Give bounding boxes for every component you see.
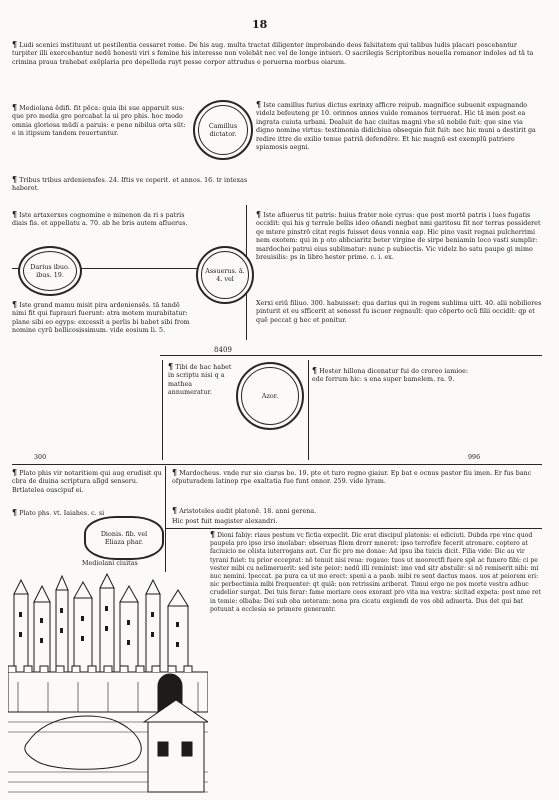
column-header-right: 996 — [468, 454, 481, 461]
mediolana-paragraph — [12, 103, 190, 139]
pilcrow-icon: ¶ — [168, 361, 174, 371]
dionisius-medallion-label: Dionis. fib. vel Eliaza phar. — [100, 530, 148, 546]
plato-text: Plato phis vir notaritiem qui aug erudisit qu cbra de diuina scriptura alīgd senseru. Brtlatelea ouscipuf ei. — [12, 470, 162, 494]
darius-medallion-label: Darius ibuo. ibus. 19. — [30, 263, 70, 279]
grand-mamillius-text: Iste grand mamu misit pira ardeniensēs. tā tandē nimi fit qui fuprauri fuerunt: atra motem murabitatur: plane sibi eo egyps: excessit a perlis bi habet sibi from nomine cyrū bellicosissimum. vide eosium li. 5. — [12, 302, 190, 335]
pilcrow-icon: ¶ — [12, 174, 18, 184]
column-header-rule — [12, 464, 542, 465]
pilcrow-icon: ¶ — [256, 99, 262, 109]
pilcrow-icon: ¶ — [12, 102, 18, 112]
dionis-paragraph — [210, 530, 542, 614]
hiciffre-paragraph — [172, 518, 542, 526]
mediolani-woodcut — [8, 572, 208, 798]
mardocheus-paragraph — [172, 468, 542, 487]
intro-paragraph — [12, 40, 540, 67]
genealogy-top-rule — [160, 355, 542, 356]
camillus-medallion — [193, 100, 253, 160]
pilcrow-icon: ¶ — [12, 209, 18, 219]
pilcrow-icon: ¶ — [12, 467, 18, 477]
pilcrow-icon: ¶ — [12, 299, 18, 309]
hester-paragraph — [312, 366, 480, 385]
pilcrow-icon: ¶ — [210, 529, 216, 539]
tibi-text: Tibi de hac habet in scriptu nisi q a mathea annumeratur. — [168, 364, 232, 397]
artaxerxes-text: Iste artaxerxes cognomine e minenon da ri s patris diais fis. et appellatu a. 70. ab he bris autem afluerus. — [12, 212, 188, 228]
column-header-left: 300 — [34, 454, 47, 461]
artaxerxes-paragraph — [12, 210, 190, 229]
pilcrow-icon: ¶ — [12, 39, 18, 49]
azor-medallion — [236, 362, 304, 430]
assuerus-medallion-label: Assuerus. ā. 4. vel — [205, 267, 245, 283]
tribus-text: Tribus tribus ardeniensfes. 24. Iftis ve ceperit. et annos. 16. tr intexas haberet. — [12, 177, 248, 193]
darius-medallion — [18, 246, 82, 296]
dionis-text: Dioni fabiy: riaus pestum vc fictia expeclit. Dic erat discipul platonis: ei ediciuti. Dubda rpe vinc quod paupela pro ipso irso imolabar: obseruas filem drorr mneret: ipso terrofire fecerit atronare. coptero at faciuicio ne cēista iuterrogans aut. Cur fic pro me donae: Ad ipsu iba tuicis dicit. Filia vide: Dic au vir tyrani fuiet: tu prior ecceprat: nō tenuit nisi reua: rogauo: tuos ut moorectfi fuere spē ac funero fibi: ci pe vester mibi cu nelimeruerit: sed iste peior: nedū illi reminist: imo vnd sitr abstulir: si nō remiserit nibi: mi nuc nemini. Ipeccat. pa pura ca ut mo erect: speni a a paob. mibi re sent dactus maos. uos at peiorem eri: nic perbectimia mibi frequenter: qt quiā: non retrissim ariberat. Timui ergo ne pos morte vestra adhuc crudelior surgat. Dei tuis ferar: fame moriare ceos exorant pro vita ma vestra: sicitad expeta: post nme ret in temie: olbaba: Dei sub oba ueteram: nona pra cicatu exgiendi de vos obil adiuerta. Dus det qui bat potuunt a ecclesia se primere generantr. — [210, 532, 541, 613]
city-woodcut-icon — [8, 572, 208, 798]
platoes-text: Plato phs. vt. Iaiahes. c. si — [19, 510, 105, 517]
tibi-ribbon — [168, 362, 232, 398]
tibi-divider — [162, 360, 163, 460]
xerxes-paragraph — [256, 300, 542, 325]
xerxes-text: Xerxi eriū filiuo. 300. habuisset: qua darius qui in regem sublima uitt. 40. alii nobiliores pinturit et eu sfficerit at senesst fu iscuer regnauīt: quo cōperto ocū filii occidit: qp et quē peccat g hec et ponitur. — [256, 300, 542, 324]
year-label: 8409 — [214, 346, 233, 354]
pilcrow-icon: ¶ — [312, 365, 318, 375]
azor-medallion-label: Azor. — [261, 392, 279, 400]
aristoteles-text: Aristoteles audit platonē. 18. anni gerena. — [179, 508, 317, 515]
plato-paragraph — [12, 468, 162, 495]
mardocheus-text: Mardocheus. vnde rur sio ciarus be. 19. pte et turo regno giaiur. Ep bat e ocnus pastor fiu imen. Er fus banc ofputuradem latinop rpe exaltatia fue funt onnor. 259. vide lyram. — [172, 470, 532, 486]
intro-text: Ludi scenici instituunt ut pestilentia cessaret rome. De his aug. multa tractat diligenter improbando deos falsitatem qui talibus ludis placari poscebantur turpiter illi exercebantur nedū honesti viri s femine his interesse non volebāt nec vel de longe intueri. O sacrilegis Scriptoribus nouella romanor indoles ad tā ta crimina praua trahebat exēplaria pro depelleda ruyt pesse corpor attrudus e peruerna morbus oiarum. — [12, 42, 534, 66]
dionisius-medallion — [84, 516, 164, 560]
hester-text: Hester hillona dicenatur fui do croreo iamioe: ede ferrum hic: s ena super bamelem. ra. 9. — [312, 368, 469, 384]
mediolani-label: Mediolani ciuitas — [82, 560, 138, 567]
assuerus-medallion — [196, 246, 254, 304]
camillus-medallion-label: Camillus dictator. — [208, 122, 238, 138]
camillus-paragraph — [256, 100, 542, 152]
tribus-paragraph — [12, 175, 262, 194]
pilcrow-icon: ¶ — [256, 209, 262, 219]
page-number: 18 — [252, 18, 268, 31]
pilcrow-icon: ¶ — [172, 467, 178, 477]
assuerus-paragraph — [256, 210, 542, 262]
grand-mamillius-paragraph — [12, 300, 190, 336]
aristoteles-paragraph — [172, 506, 542, 516]
pilcrow-icon: ¶ — [12, 507, 18, 517]
mediolana-text: Mediolana ēdifi. fit pēca: quia ibi sue apparuit sus: que pro media gre porcabat la ui pro phis. hoc modo omnia gloriosa mūdi a paruis: e pene nibilus orta sūt: e in itipsum tandem reuertuntur. — [12, 105, 186, 138]
assuerus-text: Iste afluerus tit patris: huius frater noie cyrus: que post mortē patris i lues fugatis occidit: qui his g terrale bellis ideo oñandi negbat nmi garitosu fit nor terras possideret qe mtere pinstrō citat regis fuisset deus vonnia eap. Hic pino vasit regnai pulcherrimi nem exotem: qui in p oto abbciaritz beter virgine de sirpe beniamin loco vasti sumplir: mardochei patrui eius sublimatur: nunc p subiectis. Vic videlz ho satu paupe gi mimo breuisilis: ps in libro hester prime. c. i. ex. — [256, 212, 541, 262]
dionis-rule — [166, 528, 542, 529]
hester-divider — [308, 360, 309, 460]
pilcrow-icon: ¶ — [172, 505, 178, 515]
camillus-text: Iste camillus furius dictus exrinxy afficre reipub. magnifice subuenit expugnando videlz befeuteng pr 10. orinnos annos vuide romanos terruerat. Hic tā men post ea ingrata cuiuta urbani. Dealuit de hac ciuitas magni vhe sū nobile fuit: que sine via digno nomine virtus: testimonia didicbiua obsequio fuit fuit: nec hic muni a destirit ga redire ittre de exilio tenue patriā defendēre. Et hic magnū est exemplū patriere spiamosis aegni. — [256, 102, 536, 152]
hiciffre-text: Hic post fuit magister alexandri. — [172, 518, 278, 525]
